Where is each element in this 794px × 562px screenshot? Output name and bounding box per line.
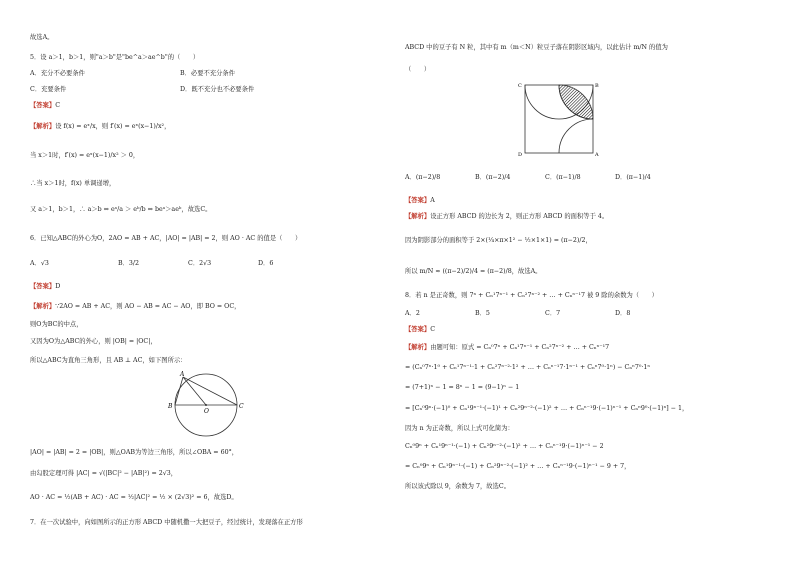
circle-triangle-figure: [158, 368, 254, 440]
explanation-text: 设正方形 ABCD 的边长为 2，则正方形 ABCD 的面积等于 4。: [430, 213, 609, 220]
q6-option-a: A．√3: [30, 260, 49, 267]
q8-exp-8: 所以该式除以 9，余数为 7，故选C。: [405, 483, 510, 490]
q7-exp-3: 所以 m/N ≈ ((π−2)/2)/4 = (π−2)/8，故选A。: [405, 268, 542, 275]
right-column: [405, 0, 775, 562]
q7-stem: 7．在一次试验中，向如图所示的正方形 ABCD 中随机撒一大把豆子，经过统计，发现落在正方形: [30, 519, 303, 526]
q5-option-a: A．充分不必要条件: [30, 70, 85, 77]
explanation-label: 【解析】: [30, 123, 56, 130]
q6-exp-5: |AO| = |AB| = 2 = |OB|，则△OAB为等边三角形，所以∠OBA = 60°，: [30, 449, 239, 456]
lower-arc: [559, 119, 593, 153]
q8-stem: 8．若 n 是正奇数，则 7ⁿ + Cₙ¹7ⁿ⁻¹ + Cₙ²7ⁿ⁻² + … + Cₙⁿ⁻¹7 被 9 除的余数为（ ）: [405, 292, 658, 299]
q5-option-c: C．充要条件: [30, 86, 67, 93]
q6-answer: [30, 283, 60, 291]
q8-option-b: B．5: [475, 310, 490, 317]
q8-exp-1: [405, 344, 609, 352]
q5-option-b: B．必要不充分条件: [180, 70, 236, 77]
label-a: A: [595, 152, 599, 158]
square-figure: [515, 80, 601, 158]
q5-exp-4: 又 a＞1，b＞1，∴ a＞b ⇔ eᵃ/a ＞ eᵇ/b ⇔ beᵃ＞aeᵇ，故选C。: [30, 206, 212, 213]
q7-option-a: A．(π−2)/8: [405, 174, 441, 181]
answer-value: D: [55, 283, 61, 290]
q6-option-c: C．2√3: [188, 260, 212, 267]
q6-option-b: B．3/2: [118, 260, 140, 267]
q5-stem: 5．设 a＞1，b＞1，则"a＞b"是"be^a＞ae^b"的（ ）: [30, 54, 200, 61]
segment-ac: [183, 377, 237, 405]
q8-exp-4: = [Cₙ⁰9ⁿ·(−1)⁰ + Cₙ¹9ⁿ⁻¹·(−1)¹ + Cₙ²9ⁿ⁻²·(−1)² + … + Cₙⁿ⁻¹9·(−1)ⁿ⁻¹ + Cₙⁿ9⁰·(−1)ⁿ] − 1，: [405, 405, 689, 412]
label-b: B: [595, 83, 599, 89]
explanation-label: 【解析】: [30, 303, 56, 310]
shaded-region: [559, 85, 593, 119]
q5-answer: [30, 102, 60, 110]
label-c: C: [518, 83, 522, 89]
explanation-text: ∵2AO = AB + AC，则 AO − AB = AC − AO，即 BO = OC，: [55, 303, 241, 310]
q5-exp-2: 当 x＞1时，f′(x) = eˣ(x−1)/x² ＞ 0，: [30, 152, 140, 159]
q8-exp-7: = Cₙ⁰9ⁿ + Cₙ¹9ⁿ⁻¹·(−1) + Cₙ²9ⁿ⁻²·(−1)² + … + Cₙⁿ⁻¹9·(−1)ⁿ⁻¹ − 9 + 7，: [405, 463, 631, 470]
answer-value: C: [55, 102, 61, 109]
explanation-text: 由题可知：原式 = Cₙ⁰7ⁿ + Cₙ¹7ⁿ⁻¹ + Cₙ²7ⁿ⁻² + … + Cₙⁿ⁻¹7: [430, 344, 610, 351]
q5-exp-1: [30, 123, 170, 131]
segment-ao: [183, 377, 206, 405]
q5-option-d: D．既不充分也不必要条件: [180, 86, 255, 93]
label-d: D: [518, 152, 523, 158]
left-column: [30, 0, 400, 562]
answer-value: C: [430, 326, 436, 333]
q6-exp-6: 由勾股定理可得 |AC| = √(|BC|² − |AB|²) = 2√3，: [30, 470, 178, 477]
q6-exp-7: AO · AC = ½(AB + AC) · AC = ½|AC|² = ½ × (2√3)² = 6，故选D。: [30, 494, 238, 501]
answer-label: 【答案】: [30, 102, 56, 109]
q7-answer: [405, 197, 435, 205]
q7-paren: （ ）: [405, 66, 431, 73]
answer-label: 【答案】: [405, 197, 431, 204]
q6-exp-2: 则O为BC的中点，: [30, 321, 83, 328]
q6-exp-3: 又因为O为△ABC的外心，则 |OB| = |OC|，: [30, 338, 157, 345]
center-point: [205, 404, 207, 406]
q7-exp-1: [405, 213, 608, 221]
q7-option-c: C．(π−1)/8: [545, 174, 581, 181]
q8-answer: [405, 326, 435, 334]
q8-exp-2: = (Cₙ⁰7ⁿ·1⁰ + Cₙ¹7ⁿ⁻¹·1 + Cₙ²7ⁿ⁻²·1² + … + Cₙⁿ⁻¹7·1ⁿ⁻¹ + Cₙⁿ7⁰·1ⁿ) − Cₙⁿ7⁰·1ⁿ: [405, 364, 651, 371]
answer-label: 【答案】: [405, 326, 431, 333]
q7-exp-2: 因为阴影部分的面积等于 2×(¼×π×1² − ½×1×1) = (π−2)/2，: [405, 237, 592, 244]
q7-option-b: B．(π−2)/4: [475, 174, 511, 181]
explanation-label: 【解析】: [405, 213, 431, 220]
q8-option-d: D．8: [615, 310, 631, 317]
text-line: 故选A。: [30, 34, 54, 41]
q8-exp-5: 因为 n 为正奇数，所以上式可化简为：: [405, 425, 514, 432]
label-c: C: [239, 403, 244, 410]
q6-stem: 6．已知△ABC的外心为O，2AO = AB + AC，|AO| = |AB| = 2，则 AO · AC 的值是（ ）: [30, 235, 302, 242]
q6-exp-1: [30, 303, 240, 311]
answer-label: 【答案】: [30, 283, 56, 290]
q7-stem-cont: ABCD 中的豆子有 N 粒，其中有 m（m＜N）粒豆子落在阴影区域内，以此估计 m/N 的值为: [405, 44, 668, 51]
q8-option-a: A．2: [405, 310, 420, 317]
q5-exp-3: ∴当 x＞1时，f(x) 单调递增，: [30, 180, 116, 187]
explanation-label: 【解析】: [405, 344, 431, 351]
q6-exp-4: 所以△ABC为直角三角形，且 AB ⊥ AC，如下图所示：: [30, 357, 187, 364]
label-b: B: [168, 403, 173, 410]
q8-exp-3: = (7+1)ⁿ − 1 = 8ⁿ − 1 = (9−1)ⁿ − 1: [405, 384, 520, 391]
label-o: O: [204, 408, 209, 415]
segment-ab: [175, 377, 183, 405]
label-a: A: [180, 371, 185, 378]
q8-option-c: C．7: [545, 310, 561, 317]
q6-option-d: D．6: [258, 260, 274, 267]
q8-exp-6: Cₙ⁰9ⁿ + Cₙ¹9ⁿ⁻¹·(−1) + Cₙ²9ⁿ⁻²·(−1)² + … + Cₙⁿ⁻¹9·(−1)ⁿ⁻¹ − 2: [405, 443, 604, 450]
explanation-text: 设 f(x) = eˣ/x，则 f′(x) = eˣ(x−1)/x²，: [55, 123, 171, 130]
answer-value: A: [430, 197, 435, 204]
q7-option-d: D．(π−1)/4: [615, 174, 651, 181]
